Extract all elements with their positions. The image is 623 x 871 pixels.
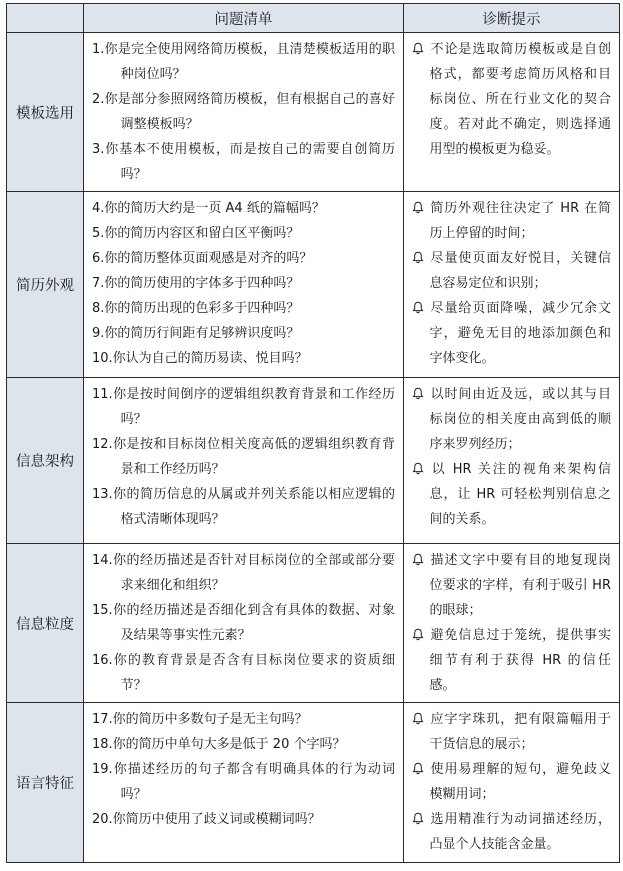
tip-text: 使用易理解的短句，避免歧义模糊用词；: [429, 762, 611, 802]
questions-cell: [84, 703, 404, 863]
tip-text: 尽量使页面友好悦目，关键信息容易定位和识别；: [429, 251, 611, 291]
question-item: 20.你简历中使用了歧义词或模糊词吗？: [92, 812, 321, 827]
bell-icon: [412, 462, 430, 475]
tip-text: 描述文字中要有目的地复现岗位要求的字样，有利于吸引 HR 的眼球；: [429, 553, 611, 618]
question-item: 12.你是按和目标岗位相关度高低的逻辑组织教育背景和工作经历吗？: [92, 437, 395, 477]
tip-item: [412, 807, 611, 857]
tip-text: 尽量给页面降噪，减少冗余文字，避免无目的地添加颜色和字体变化。: [429, 301, 611, 366]
question-item: 8.你的简历出现的色彩多于四种吗？: [92, 301, 300, 316]
category-cell: 信息架构: [7, 378, 84, 544]
tip-text: 不论是选取简历模板或是自创格式，都要考虑简历风格和目标岗位、所在行业文化的契合度。若对此不确定，则选择通用型的模板更为稳妥。: [429, 42, 611, 157]
header-category-cell: [7, 4, 84, 33]
tip-item: [412, 757, 611, 807]
tips-cell: [404, 192, 620, 378]
category-cell: 模板选用: [7, 33, 84, 192]
tip-item: [412, 707, 611, 757]
question-item: 10.你认为自己的简历易读、悦目吗？: [92, 351, 308, 366]
bell-icon: [412, 553, 430, 566]
tip-text: 应字字珠玑，把有限篇幅用于干货信息的展示；: [429, 712, 611, 752]
question-item: 11.你是按时间倒序的逻辑组织教育背景和工作经历吗？: [92, 387, 395, 427]
question-item: 14.你的经历描述是否针对目标岗位的全部或部分要求来细化和组织？: [92, 553, 395, 593]
bell-icon: [412, 762, 430, 775]
tips-cell: [404, 703, 620, 863]
resume-checklist-table: [6, 3, 620, 863]
bell-icon: [412, 251, 430, 264]
table-row: [7, 192, 620, 378]
table-row: [7, 703, 620, 863]
question-item: 4.你的简历大约是一页 A4 纸的篇幅吗？: [92, 201, 325, 216]
question-item: 19.你描述经历的句子都含有明确具体的行为动词吗？: [92, 762, 395, 802]
bell-icon: [412, 201, 430, 214]
category-cell: 信息粒度: [7, 544, 84, 703]
bell-icon: [412, 301, 430, 314]
question-item: 9.你的简历行间距有足够辨识度吗？: [92, 326, 300, 341]
tip-item: [412, 457, 611, 532]
tip-text: 简历外观往往决定了 HR 在简历上停留的时间；: [429, 201, 611, 241]
checklist-table-wrapper: [6, 3, 619, 867]
tip-item: [412, 548, 611, 623]
category-cell: 简历外观: [7, 192, 84, 378]
header-row: [7, 4, 620, 33]
question-item: 16.你的教育背景是否含有目标岗位要求的资质细节？: [92, 653, 395, 693]
bell-icon: [412, 387, 430, 400]
question-item: 17.你的简历中多数句子是无主句吗？: [92, 712, 308, 727]
questions-cell: [84, 544, 404, 703]
tip-item: [412, 296, 611, 371]
questions-cell: [84, 192, 404, 378]
tip-text: 避免信息过于笼统，提供事实细节有利于获得 HR 的信任感。: [429, 628, 611, 693]
tip-item: [412, 246, 611, 296]
table-row: [7, 378, 620, 544]
table-row: [7, 33, 620, 192]
question-item: 7.你的简历使用的字体多于四种吗？: [92, 276, 300, 291]
question-item: 5.你的简历内容区和留白区平衡吗？: [92, 226, 300, 241]
tip-text: 以时间由近及远，或以其与目标岗位的相关度由高到低的顺序来罗列经历；: [429, 387, 611, 452]
question-item: 15.你的经历描述是否细化到含有具体的数据、对象及结果等事实性元素？: [92, 603, 395, 643]
question-item: 6.你的简历整体页面观感是对齐的吗？: [92, 251, 313, 266]
tip-item: [412, 196, 611, 246]
question-item: 1.你是完全使用网络简历模板，且清楚模板适用的职种岗位吗？: [92, 42, 395, 82]
table-body: [7, 33, 620, 863]
tip-text: 以 HR 关注的视角来架构信息，让 HR 可轻松判别信息之间的关系。: [429, 462, 611, 527]
questions-cell: [84, 33, 404, 192]
tip-text: 选用精准行为动词描述经历，凸显个人技能含金量。: [429, 812, 611, 852]
question-item: 3.你基本不使用模板，而是按自己的需要自创简历吗？: [92, 142, 395, 182]
questions-cell: [84, 378, 404, 544]
header-tips: 诊断提示: [404, 4, 620, 33]
bell-icon: [412, 712, 430, 725]
question-item: 18.你的简历中单句大多是低于 20 个字吗？: [92, 737, 346, 752]
bell-icon: [412, 42, 430, 55]
question-item: 13.你的简历信息的从属或并列关系能以相应逻辑的格式清晰体现吗？: [92, 487, 395, 527]
tips-cell: [404, 33, 620, 192]
tip-item: [412, 37, 611, 162]
question-item: 2.你是部分参照网络简历模板，但有根据自己的喜好调整模板吗？: [92, 92, 395, 132]
tips-cell: [404, 378, 620, 544]
tip-item: [412, 382, 611, 457]
category-cell: 语言特征: [7, 703, 84, 863]
table-row: [7, 544, 620, 703]
header-questions: 问题清单: [84, 4, 404, 33]
tip-item: [412, 623, 611, 698]
bell-icon: [412, 628, 430, 641]
bell-icon: [412, 812, 430, 825]
tips-cell: [404, 544, 620, 703]
